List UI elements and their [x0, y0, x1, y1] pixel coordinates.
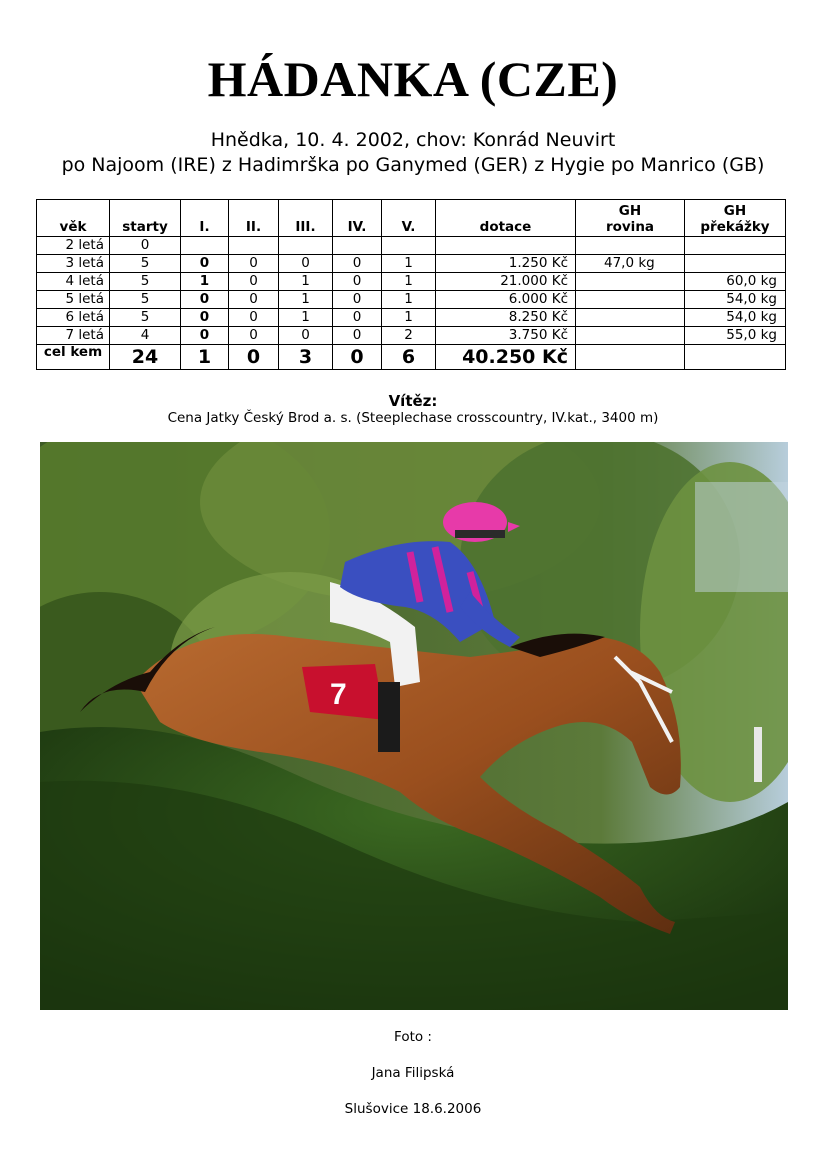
total-gh-flat [576, 345, 685, 370]
cell-place-4: 0 [333, 273, 382, 291]
header-place-1: I. [181, 200, 229, 237]
cell-place-1: 0 [181, 291, 229, 309]
total-prize: 40.250 Kč [436, 345, 576, 370]
cell-place-1: 0 [181, 309, 229, 327]
cell-place-3: 1 [279, 309, 333, 327]
header-place-4: IV. [333, 200, 382, 237]
table-row [37, 291, 786, 309]
header-gh-flat-bottom: rovina [605, 219, 655, 235]
total-place-2: 0 [229, 345, 279, 370]
header-place-2: II. [229, 200, 279, 237]
cell-age: 2 letá [37, 237, 110, 255]
cell-place-3: 1 [279, 291, 333, 309]
cell-age: 7 letá [37, 327, 110, 345]
winner-label: Vítěz: [388, 392, 438, 410]
header-gh-jump [685, 200, 786, 237]
header-gh-jump-bottom: překážky [700, 219, 770, 235]
cell-starts: 5 [110, 255, 181, 273]
cell-place-4: 0 [333, 255, 382, 273]
cell-prize: 1.250 Kč [436, 255, 576, 273]
cell-age: 4 letá [37, 273, 110, 291]
total-label: cel kem [37, 345, 110, 370]
cell-gh-flat: 47,0 kg [576, 255, 685, 273]
cell-place-1 [181, 237, 229, 255]
cell-prize: 21.000 Kč [436, 273, 576, 291]
cell-gh-jump [685, 255, 786, 273]
cell-place-2: 0 [229, 309, 279, 327]
cell-starts: 5 [110, 273, 181, 291]
cell-place-5: 1 [382, 273, 436, 291]
cell-gh-flat [576, 273, 685, 291]
cell-place-5 [382, 237, 436, 255]
header-gh-flat [576, 200, 685, 237]
racehorse-jumping-photo [40, 442, 788, 1010]
cell-place-1: 0 [181, 327, 229, 345]
header-prize: dotace [436, 200, 576, 237]
table-total-row [37, 345, 786, 370]
cell-age: 5 letá [37, 291, 110, 309]
cell-prize: 8.250 Kč [436, 309, 576, 327]
pedigree-line: po Najoom (IRE) z Hadimrška po Ganymed (GER) z Hygie po Manrico (GB) [61, 154, 765, 176]
cell-starts: 5 [110, 291, 181, 309]
cell-place-4: 0 [333, 309, 382, 327]
cell-place-3: 0 [279, 255, 333, 273]
cell-place-2 [229, 237, 279, 255]
cell-place-2: 0 [229, 255, 279, 273]
photo-illustration [40, 442, 788, 1010]
cell-place-3 [279, 237, 333, 255]
photo-place-date: Slušovice 18.6.2006 [344, 1101, 482, 1117]
cell-place-1: 0 [181, 255, 229, 273]
header-place-3: III. [279, 200, 333, 237]
cell-starts: 5 [110, 309, 181, 327]
cell-gh-jump: 60,0 kg [685, 273, 786, 291]
winning-race: Cena Jatky Český Brod a. s. (Steeplechase crosscountry, IV.kat., 3400 m) [167, 410, 659, 426]
cell-place-5: 1 [382, 255, 436, 273]
cell-starts: 4 [110, 327, 181, 345]
photographer-name: Jana Filipská [371, 1065, 455, 1081]
header-place-5: V. [382, 200, 436, 237]
table-row [37, 255, 786, 273]
photo-credit-label: Foto : [394, 1029, 432, 1045]
header-age: věk [37, 200, 110, 237]
cell-gh-jump: 54,0 kg [685, 291, 786, 309]
cell-place-2: 0 [229, 273, 279, 291]
cell-starts: 0 [110, 237, 181, 255]
table-row [37, 273, 786, 291]
cell-gh-flat [576, 237, 685, 255]
total-place-4: 0 [333, 345, 382, 370]
birth-breeder-line: Hnědka, 10. 4. 2002, chov: Konrád Neuvirt [210, 129, 616, 151]
cell-gh-jump: 54,0 kg [685, 309, 786, 327]
header-gh-flat-top: GH [618, 203, 642, 219]
cell-place-3: 0 [279, 327, 333, 345]
cell-place-4 [333, 237, 382, 255]
cell-place-5: 1 [382, 309, 436, 327]
cell-place-5: 1 [382, 291, 436, 309]
cell-gh-jump [685, 237, 786, 255]
cell-place-5: 2 [382, 327, 436, 345]
cell-gh-flat [576, 327, 685, 345]
cell-prize [436, 237, 576, 255]
cell-age: 3 letá [37, 255, 110, 273]
total-gh-jump [685, 345, 786, 370]
horse-name-title: HÁDANKA (CZE) [207, 51, 619, 107]
saddle-number: 7 [330, 678, 347, 711]
table-row [37, 309, 786, 327]
header-gh-jump-top: GH [723, 203, 747, 219]
total-place-5: 6 [382, 345, 436, 370]
cell-prize: 3.750 Kč [436, 327, 576, 345]
cell-gh-flat [576, 309, 685, 327]
table-header-row [37, 200, 786, 237]
table-row [37, 237, 786, 255]
cell-place-1: 1 [181, 273, 229, 291]
total-starts: 24 [110, 345, 181, 370]
cell-prize: 6.000 Kč [436, 291, 576, 309]
cell-place-2: 0 [229, 291, 279, 309]
cell-place-3: 1 [279, 273, 333, 291]
total-place-1: 1 [181, 345, 229, 370]
cell-place-4: 0 [333, 291, 382, 309]
total-place-3: 3 [279, 345, 333, 370]
cell-age: 6 letá [37, 309, 110, 327]
cell-place-2: 0 [229, 327, 279, 345]
cell-gh-flat [576, 291, 685, 309]
header-starts: starty [110, 200, 181, 237]
table-row [37, 327, 786, 345]
cell-place-4: 0 [333, 327, 382, 345]
race-record-table [36, 199, 786, 370]
cell-gh-jump: 55,0 kg [685, 327, 786, 345]
